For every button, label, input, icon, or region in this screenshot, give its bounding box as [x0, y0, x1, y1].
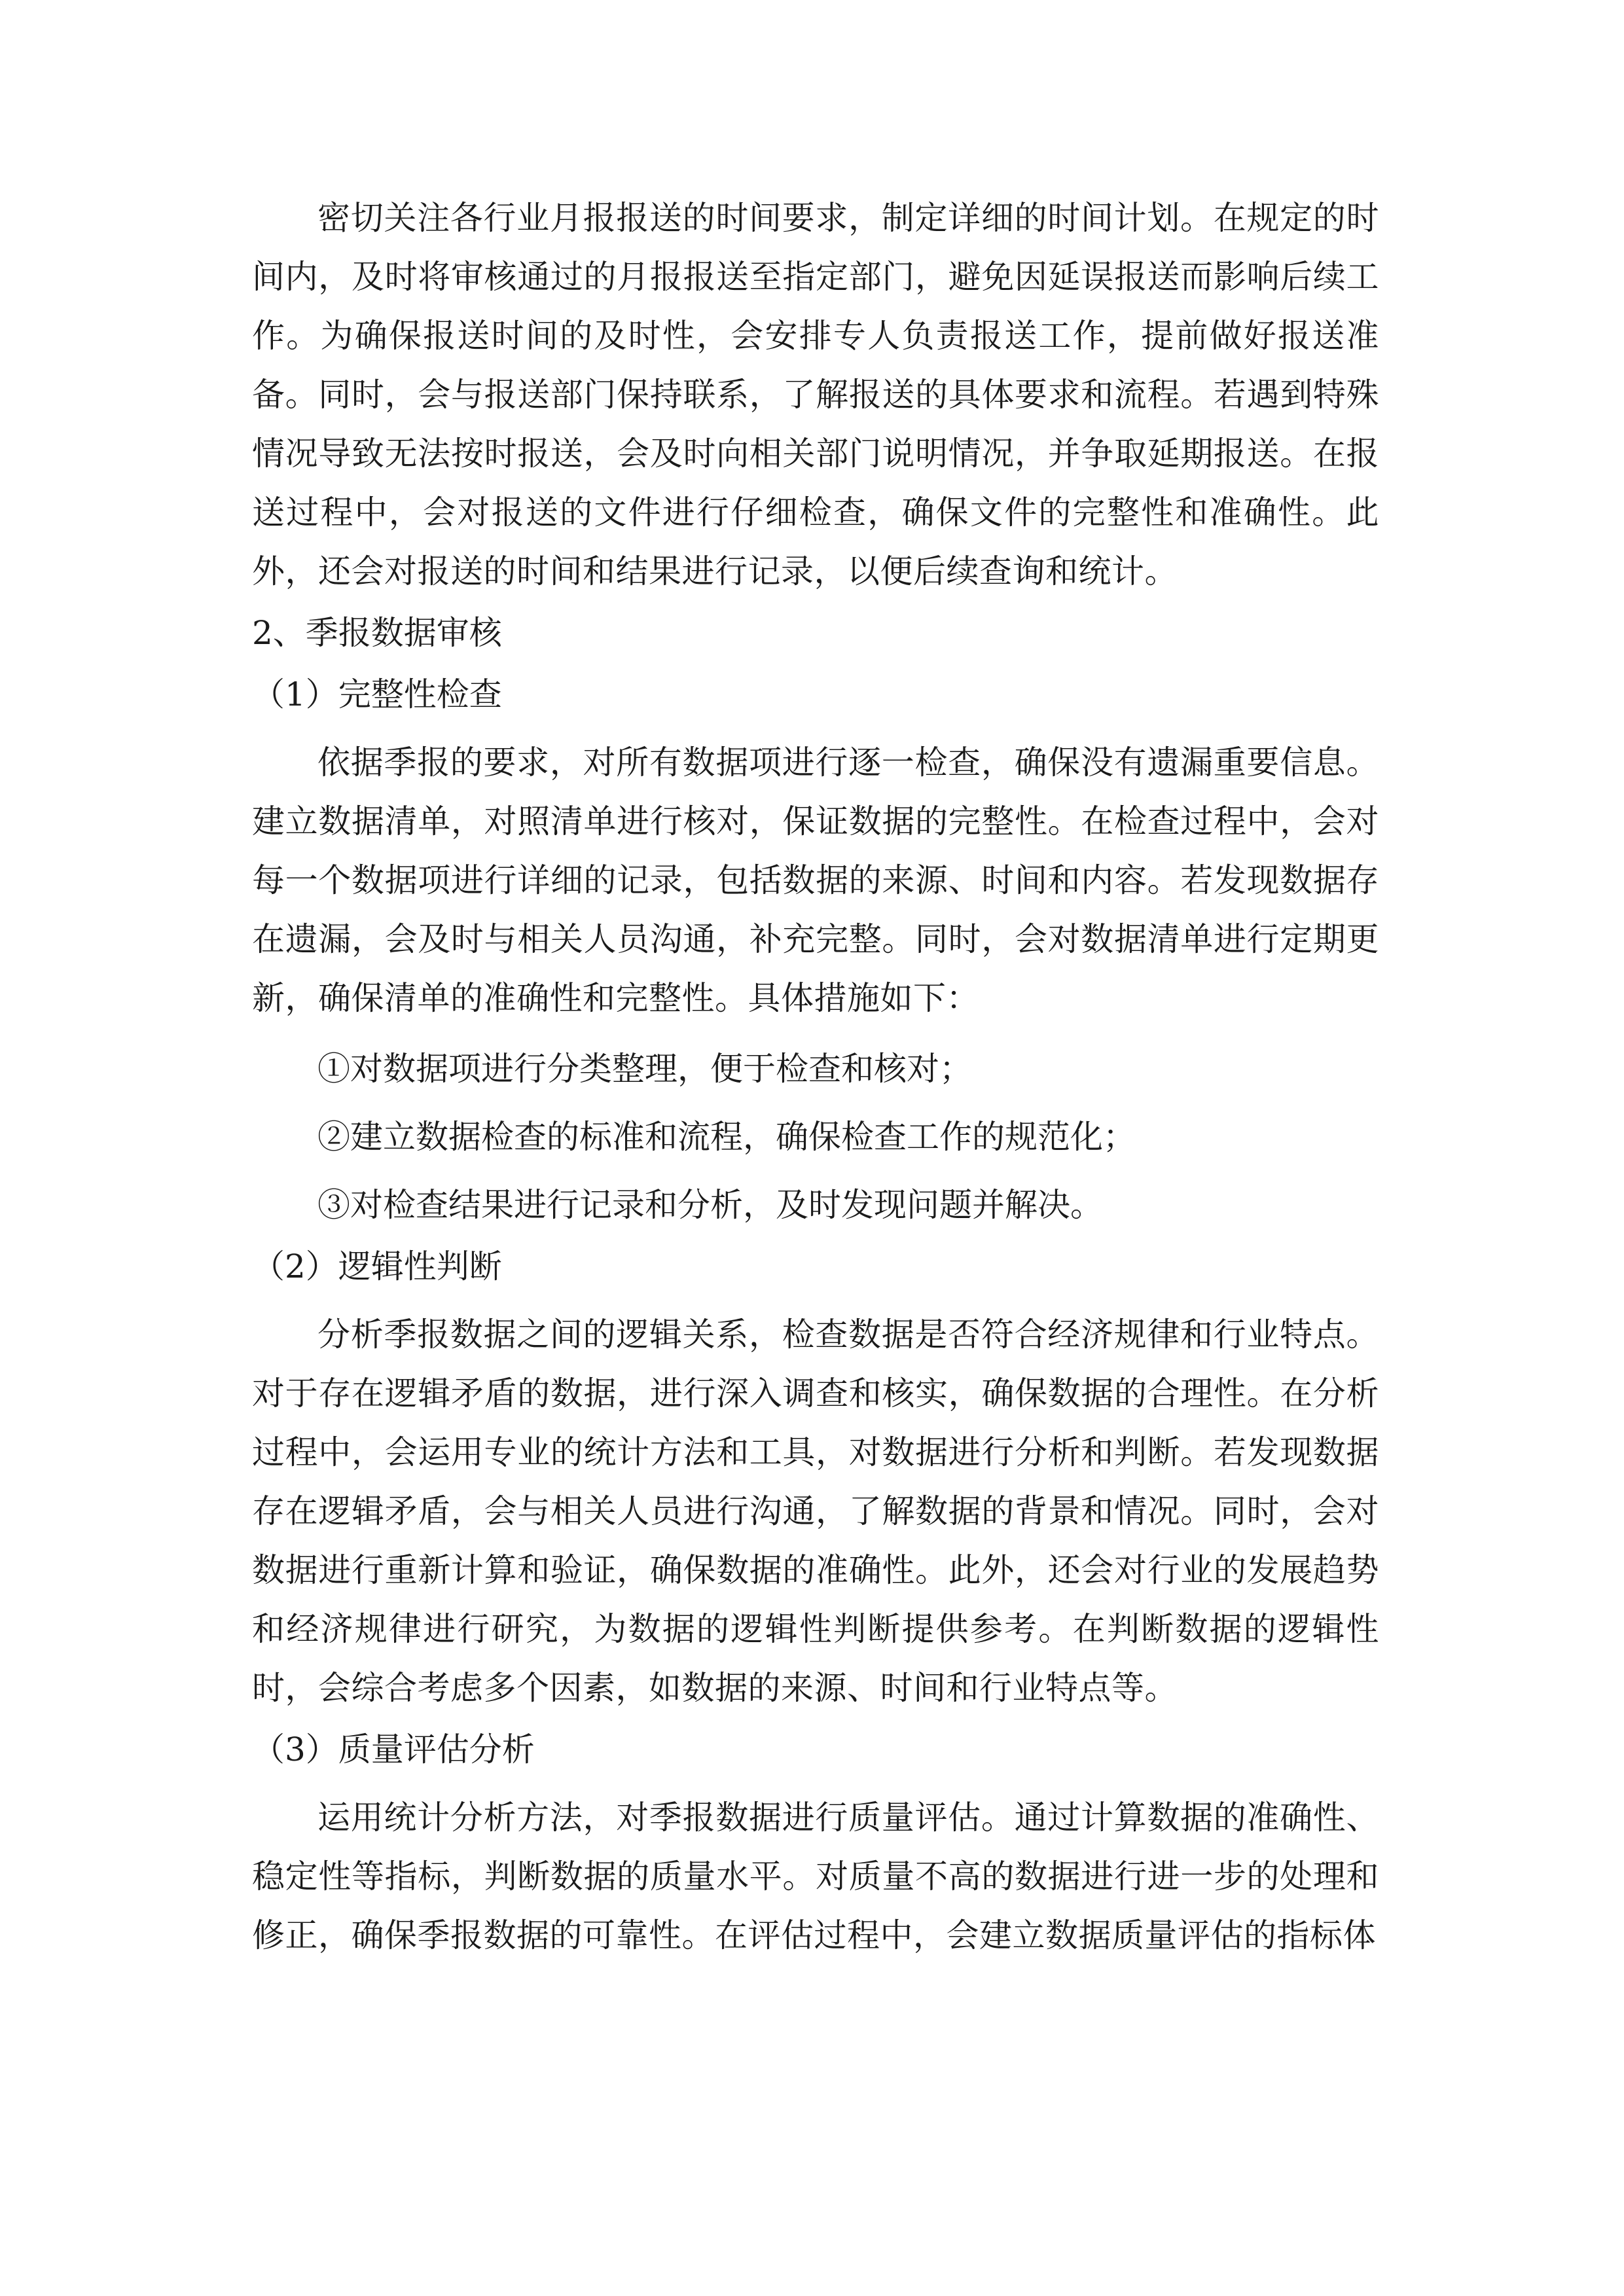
- paragraph-report-submission: 密切关注各行业月报报送的时间要求，制定详细的时间计划。在规定的时间内，及时将审核通过的月报报送至指定部门，避免因延误报送而影响后续工作。为确保报送时间的及时性，会安排专人负责报送工作，提前做好报送准备。同时，会与报送部门保持联系，了解报送的具体要求和流程。若遇到特殊情况导致无法按时报送，会及时向相关部门说明情况，并争取延期报送。在报送过程中，会对报送的文件进行仔细检查，确保文件的完整性和准确性。此外，还会对报送的时间和结果进行记录，以便后续查询和统计。: [252, 199, 1379, 590]
- subheading-completeness-check: （1）完整性检查: [252, 675, 502, 713]
- subheading-quality-assessment: （3）质量评估分析: [252, 1731, 535, 1768]
- section-heading-quarterly-review: 2、季报数据审核: [252, 614, 502, 652]
- subheading-logic-judgement: （2）逻辑性判断: [252, 1247, 502, 1285]
- paragraph-logic-judgement: 分析季报数据之间的逻辑关系，检查数据是否符合经济规律和行业特点。对于存在逻辑矛盾的数据，进行深入调查和核实，确保数据的合理性。在分析过程中，会运用专业的统计方法和工具，对数据进行分析和判断。若发现数据存在逻辑矛盾，会与相关人员进行沟通，了解数据的背景和情况。同时，会对数据进行重新计算和验证，确保数据的准确性。此外，还会对行业的发展趋势和经济规律进行研究，为数据的逻辑性判断提供参考。在判断数据的逻辑性时，会综合考虑多个因素，如数据的来源、时间和行业特点等。: [252, 1316, 1379, 1707]
- paragraph-quality-assessment: 运用统计分析方法，对季报数据进行质量评估。通过计算数据的准确性、稳定性等指标，判断数据的质量水平。对质量不高的数据进行进一步的处理和修正，确保季报数据的可靠性。在评估过程中，会建立数据质量评估的指标体: [252, 1799, 1379, 1954]
- list-item-2: ②建立数据检查的标准和流程，确保检查工作的规范化；: [317, 1118, 1136, 1156]
- document-page: [252, 188, 1379, 1965]
- list-item-3: ③对检查结果进行记录和分析，及时发现问题并解决。: [317, 1186, 1103, 1224]
- paragraph-completeness-check: 依据季报的要求，对所有数据项进行逐一检查，确保没有遗漏重要信息。建立数据清单，对照清单进行核对，保证数据的完整性。在检查过程中，会对每一个数据项进行详细的记录，包括数据的来源、时间和内容。若发现数据存在遗漏，会及时与相关人员沟通，补充完整。同时，会对数据清单进行定期更新，确保清单的准确性和完整性。具体措施如下：: [252, 744, 1379, 1017]
- list-item-1: ①对数据项进行分类整理，便于检查和核对；: [317, 1050, 972, 1088]
